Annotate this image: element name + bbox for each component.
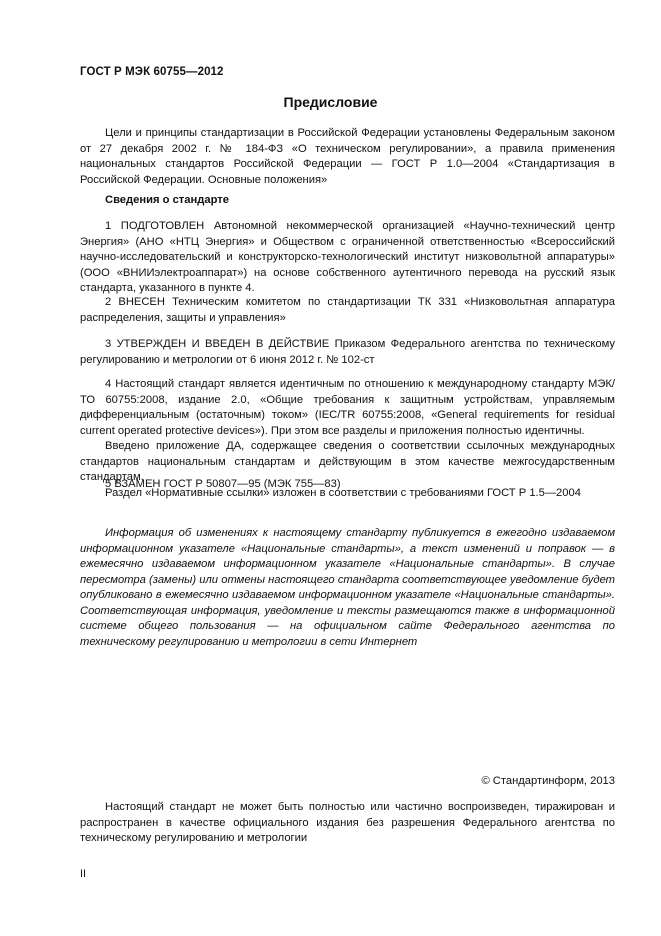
item-4-text: 4 Настоящий стандарт является идентичным по отношению к международному стандарту МЭК/ТО 60755:2008, издание 2.0, «Общие требования к защитным устройствам, управляемым дифференциальным (остаточным) током» (IEC/TR 60755:2008, «General requirements for residual current operated protective devices»). При этом все разделы и приложения полностью идентичны. [80, 378, 615, 437]
notice-block [80, 526, 615, 650]
item-1-text: 1 ПОДГОТОВЛЕН Автономной некоммерческой организацией «Научно-технический центр Энергия» (АНО «НТЦ Энергия» и Обществом с ограниченной ответственностью «Всероссийский научно-исследовательский и конструкторско-технологический институт низковольтной аппаратуры» (ООО «ВНИИэлектроаппарат») на основе собственного аутентичного перевода на русский язык стандарта, указанного в пункте 4. [80, 220, 615, 294]
document-code-header: ГОСТ Р МЭК 60755—2012 [80, 66, 224, 78]
copyright-block [80, 774, 615, 790]
item-4-references: Раздел «Нормативные ссылки» изложен в соответствии с требованиями ГОСТ Р 1.5—2004 [105, 486, 581, 499]
item-2 [80, 295, 615, 326]
item-5-text: 5 ВЗАМЕН ГОСТ Р 50807—95 (МЭК 755—83) [105, 478, 341, 490]
item-3-text: 3 УТВЕРЖДЕН И ВВЕДЕН В ДЕЙСТВИЕ Приказом Федерального агентства по техническому регулированию и метрологии от 6 июня 2012 г. № 102-ст [80, 338, 615, 366]
item-1 [80, 219, 615, 297]
item-2-text: 2 ВНЕСЕН Техническим комитетом по стандартизации ТК 331 «Низковольтная аппаратура распределения, защиты и управления» [80, 296, 615, 324]
item-3 [80, 337, 615, 368]
page-title: Предисловие [283, 94, 378, 110]
intro-text: Цели и принципы стандартизации в Российской Федерации установлены Федеральным законом от 27 декабря 2002 г. № 184-ФЗ «О техническом регулировании», а правила применения национальных стандартов Российской Федерации — ГОСТ Р 1.0—2004 «Стандартизация в Российской Федерации. Основные положения» [80, 127, 615, 186]
rights-block [80, 800, 615, 847]
info-heading: Сведения о стандарте [105, 194, 229, 206]
intro-paragraph [80, 126, 615, 188]
info-heading-block [80, 193, 615, 209]
rights-text: Настоящий стандарт не может быть полностью или частично воспроизведен, тиражирован и распространен в качестве официального издания без разрешения Федерального агентства по техническому регулированию и метрологии [80, 801, 615, 844]
page-number: II [80, 868, 87, 880]
item-5 [80, 477, 615, 493]
notice-text: Информация об изменениях к настоящему стандарту публикуется в ежегодно издаваемом информационном указателе «Национальные стандарты», а текст изменений и поправок — в ежемесячно издаваемом информационном указателе «Национальные стандарты». В случае пересмотра (замены) или отмены настоящего стандарта соответствующее уведомление будет опубликовано в ежемесячно издаваемом информационном указателе «Национальные стандарты». Соответствующая информация, уведомление и тексты размещаются также в информационной системе общего пользования — на официальном сайте Федерального агентства по техническому регулированию и метрологии в сети Интернет [80, 527, 615, 648]
item-4-appendix: Введено приложение ДА, содержащее сведения о соответствии ссылочных международных стандартов национальным стандартам и действующим в этом качестве межгосударственным стандартам. [80, 440, 615, 483]
copyright-text: © Стандартинформ, 2013 [481, 775, 615, 787]
